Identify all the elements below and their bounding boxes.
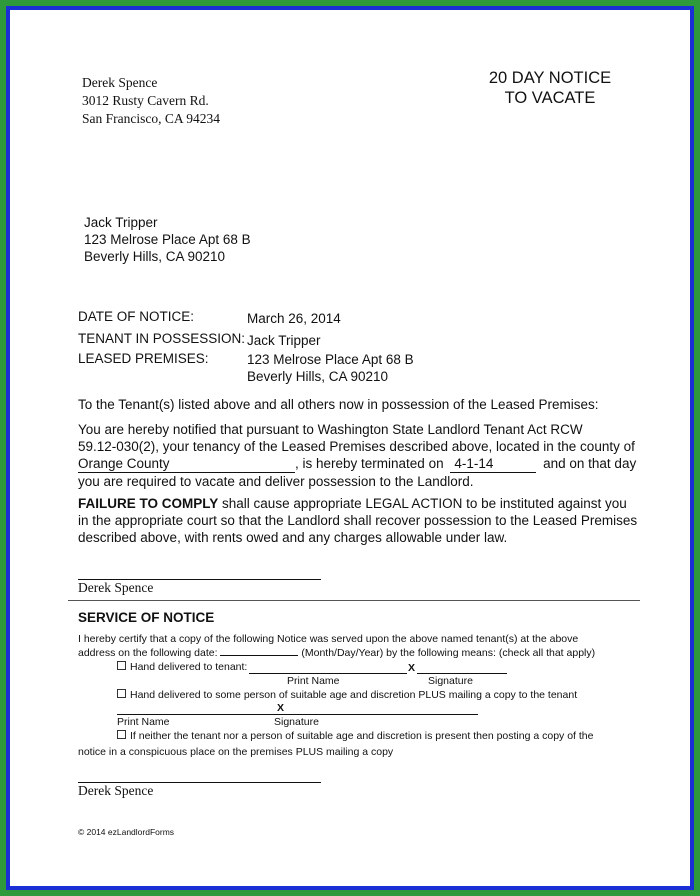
service-date-label: address on the following date: <box>78 647 218 659</box>
opt1-x-mark: X <box>408 662 416 674</box>
service-line2 <box>78 646 595 660</box>
option-posting <box>117 729 593 743</box>
termination-date-field: 4-1-14 <box>450 455 536 473</box>
recipient-address <box>84 214 251 265</box>
hand-delivered-person-checkbox[interactable] <box>117 689 126 698</box>
service-of-notice-heading: SERVICE OF NOTICE <box>78 610 215 625</box>
notice-title-line2: TO VACATE <box>504 89 596 107</box>
option-hand-delivered-tenant <box>117 660 247 674</box>
termination-line1: You are hereby notified that pursuant to Washington State Landlord Tenant Act RCW <box>78 422 583 437</box>
posting-label-line1: If neither the tenant nor a person of suitable age and discretion is present then posting a copy of the <box>130 730 594 742</box>
on-that-day-text: and on that day <box>543 456 637 471</box>
recipient-city: Beverly Hills, CA 90210 <box>84 249 226 264</box>
intro-text: To the Tenant(s) listed above and all others now in possession of the Leased Premises: <box>78 397 599 412</box>
tenant-in-possession-value: Jack Tripper <box>247 333 321 348</box>
leased-premises-line2: Beverly Hills, CA 90210 <box>247 369 389 384</box>
leased-premises-label: LEASED PREMISES: <box>78 351 209 366</box>
county-field: Orange County <box>78 455 295 473</box>
service-date-field[interactable] <box>220 655 298 656</box>
termination-line3 <box>78 455 638 473</box>
service-means-text: (Month/Day/Year) by the following means: (check all that apply) <box>301 647 596 659</box>
service-line1: I hereby certify that a copy of the following Notice was served upon the above named tenant(s) at the above <box>78 633 579 645</box>
tenant-in-possession-label: TENANT IN POSSESSION: <box>78 331 246 346</box>
opt1-print-name-label: Print Name <box>287 675 340 687</box>
hand-delivered-tenant-checkbox[interactable] <box>117 661 126 670</box>
hand-delivered-person-label: Hand delivered to some person of suitable age and discretion PLUS mailing a copy to the tenant <box>130 689 578 701</box>
recipient-street: 123 Melrose Place Apt 68 B <box>84 232 251 247</box>
sender-street: 3012 Rusty Cavern Rd. <box>82 93 209 108</box>
failure-paragraph <box>78 495 638 546</box>
option-hand-delivered-person <box>117 688 577 702</box>
sender-city: San Francisco, CA 94234 <box>82 111 220 126</box>
notice-title-line1: 20 DAY NOTICE <box>488 69 612 87</box>
leased-premises-line1: 123 Melrose Place Apt 68 B <box>247 352 414 367</box>
termination-line4: you are required to vacate and deliver possession to the Landlord. <box>78 474 474 489</box>
copyright-footer: © 2014 ezLandlordForms <box>78 827 175 837</box>
termination-paragraph <box>78 421 638 490</box>
opt1-signature-label: Signature <box>428 675 473 687</box>
date-of-notice-value: March 26, 2014 <box>247 311 341 326</box>
landlord-signature-name: Derek Spence <box>78 580 154 595</box>
sender-address <box>82 74 220 128</box>
failure-to-comply: FAILURE TO COMPLY <box>78 496 219 511</box>
opt2-x-mark: X <box>277 702 285 714</box>
sender-name: Derek Spence <box>82 75 158 90</box>
notice-title <box>450 68 650 108</box>
failure-line1-rest: shall cause appropriate LEGAL ACTION to be instituted against you <box>218 496 627 511</box>
server-signature-name: Derek Spence <box>78 783 154 798</box>
section-divider <box>68 600 640 601</box>
leased-premises-value <box>247 351 414 385</box>
termination-line2: 59.12-030(2), your tenancy of the Leased Premises described above, located in the county of <box>78 439 635 454</box>
posting-label-line2: notice in a conspicuous place on the premises PLUS mailing a copy <box>78 746 394 758</box>
date-of-notice-label: DATE OF NOTICE: <box>78 309 195 324</box>
failure-line3: described above, with rents owed and any charges allowable under law. <box>78 530 508 545</box>
failure-line2: in the appropriate court so that the Landlord shall recover possession to the Leased Premises <box>78 513 638 528</box>
posting-checkbox[interactable] <box>117 730 126 739</box>
opt2-print-name-label: Print Name <box>117 716 170 728</box>
recipient-name: Jack Tripper <box>84 215 158 230</box>
opt2-signature-label: Signature <box>274 716 319 728</box>
document-page <box>10 10 690 886</box>
failure-line1 <box>78 495 638 512</box>
hand-delivered-tenant-label: Hand delivered to tenant: <box>130 661 248 673</box>
terminated-on-text: , is hereby terminated on <box>295 456 444 471</box>
